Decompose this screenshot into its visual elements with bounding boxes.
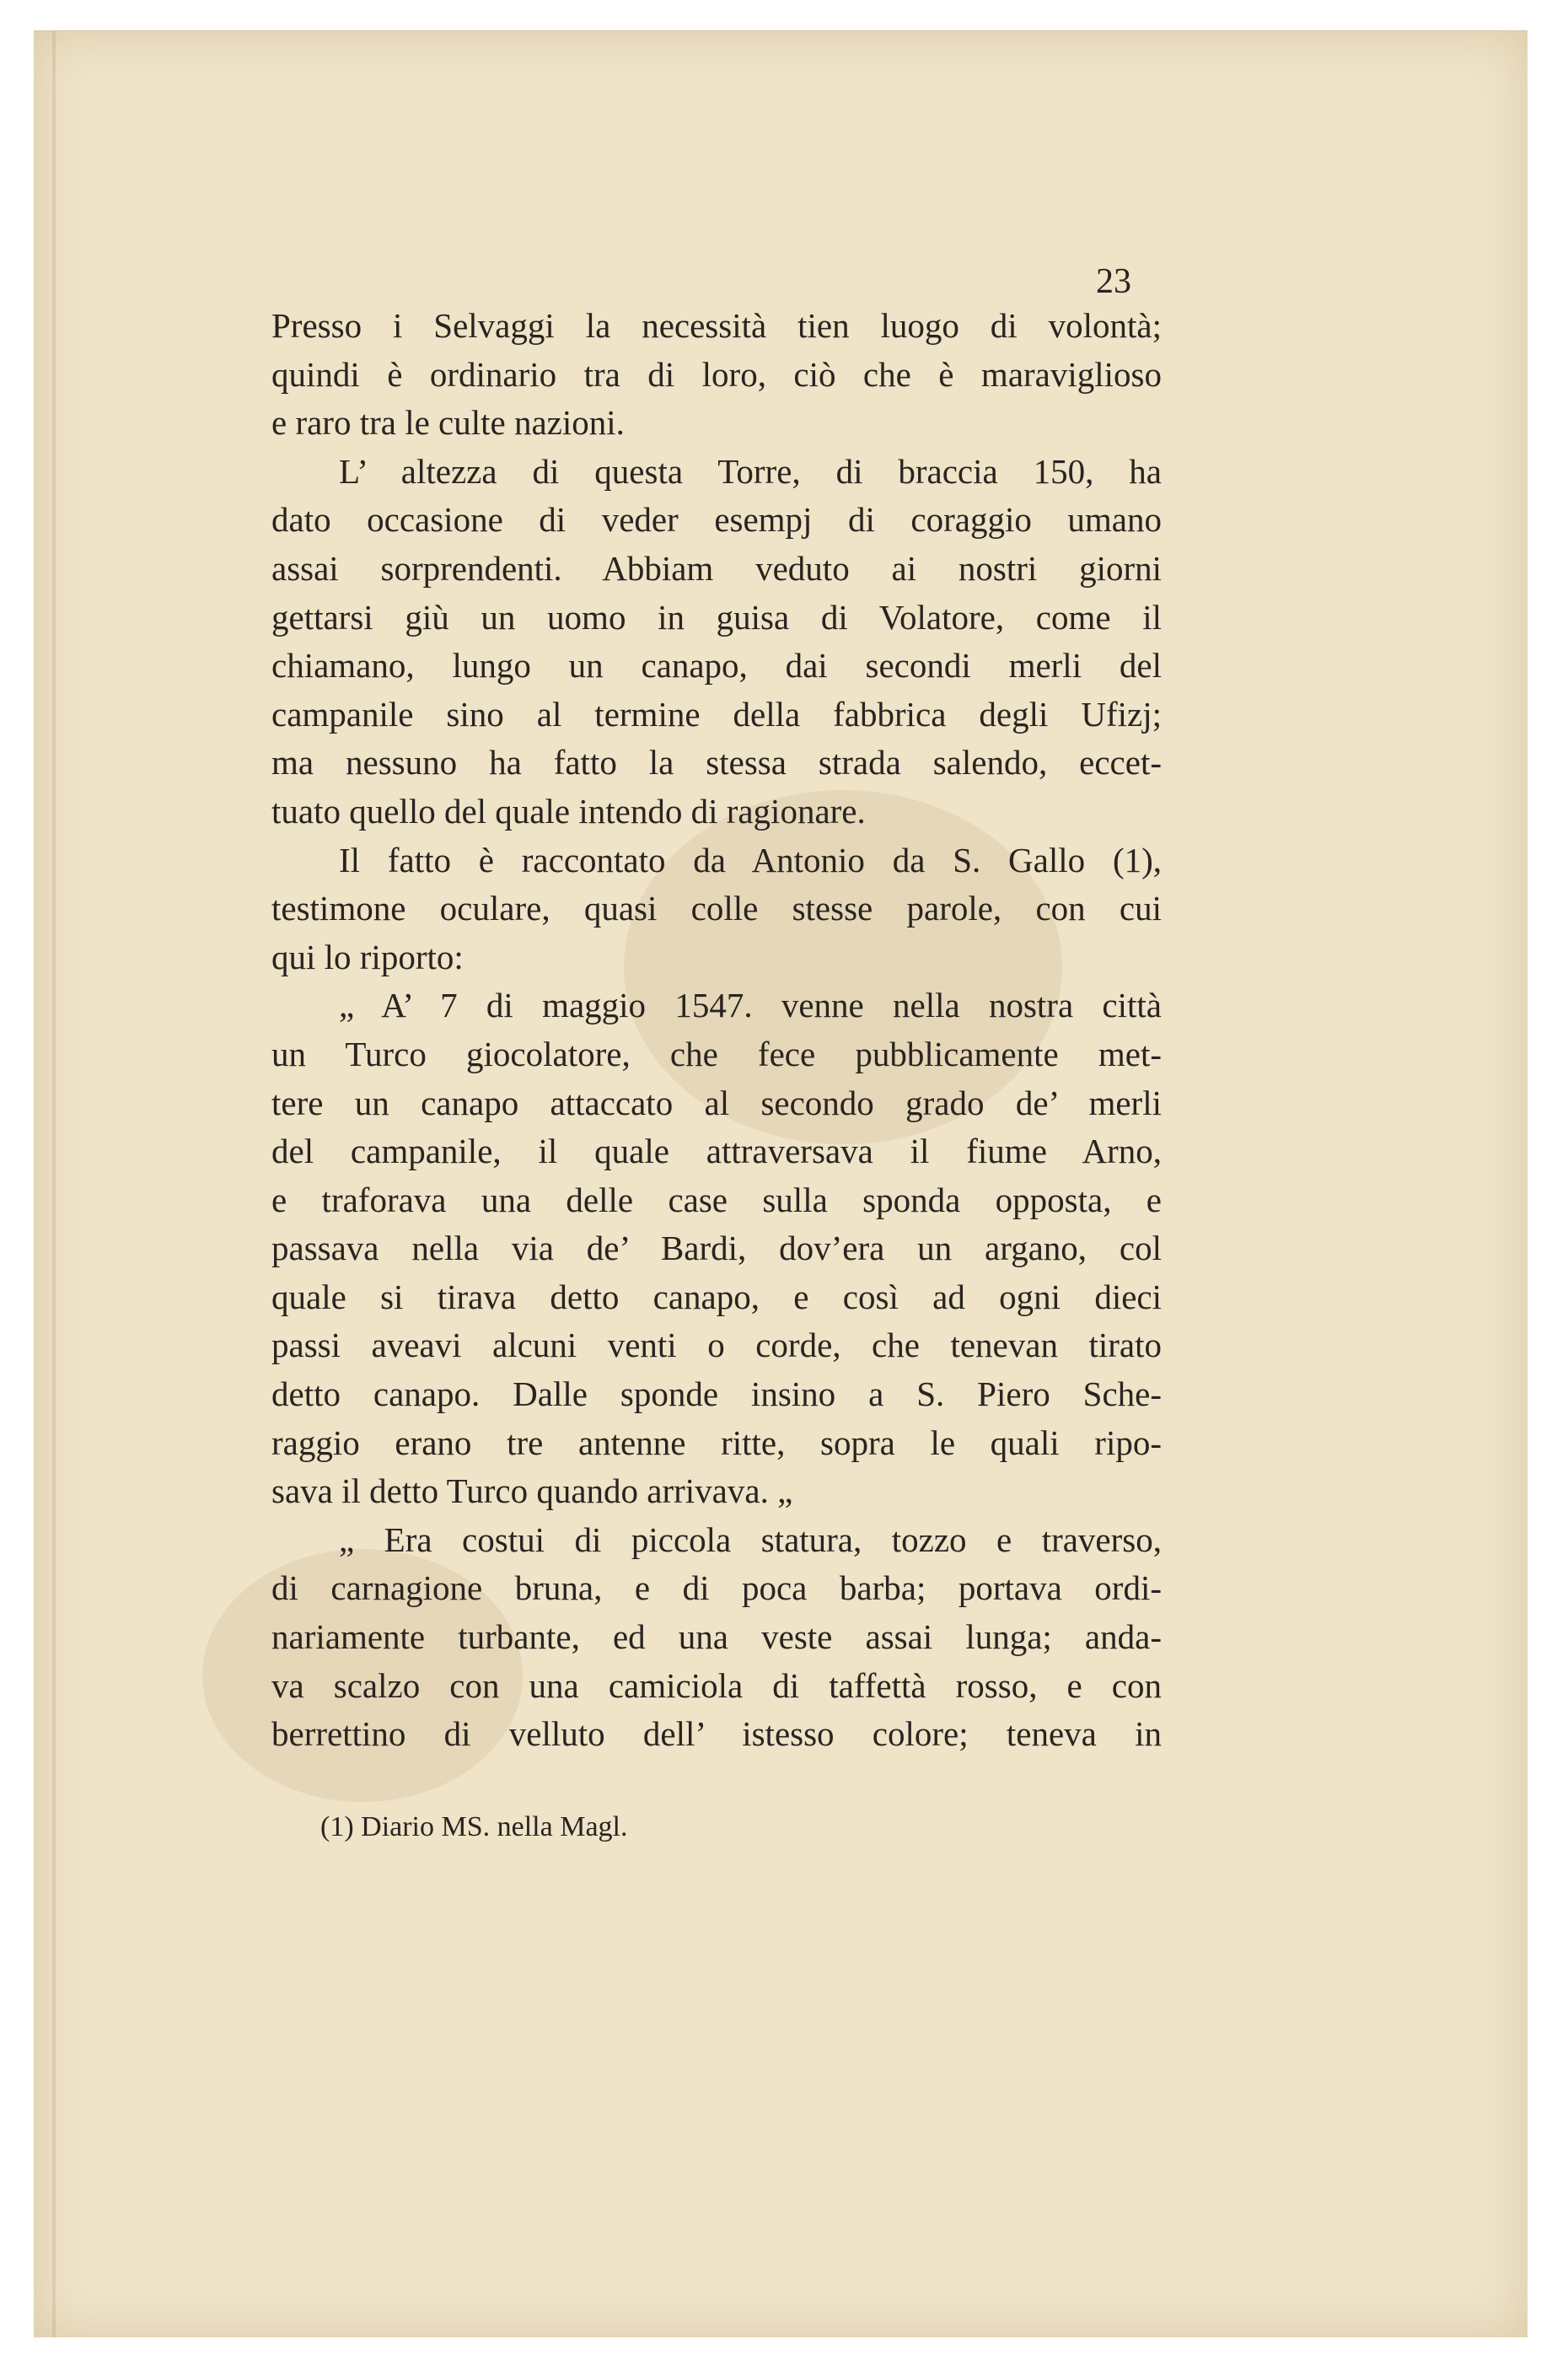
text-line: passi aveavi alcuni venti o corde, che tenevan tirato: [271, 1326, 1162, 1365]
text-line: Il fatto è raccontato da Antonio da S. Gallo (1),: [339, 840, 1162, 879]
text-line: L’ altezza di questa Torre, di braccia 150, ha: [339, 451, 1162, 491]
text-line: berrettino di velluto dell’ istesso colore; teneva in: [271, 1714, 1162, 1754]
text-line: chiamano, lungo un canapo, dai secondi merli del: [271, 646, 1162, 686]
text-line: gettarsi giù un uomo in guisa di Volatore, come il: [271, 597, 1162, 637]
text-line: campanile sino al termine della fabbrica degli Ufizj;: [271, 694, 1162, 734]
text-line: raggio erano tre antenne ritte, sopra le quali ripo-: [271, 1423, 1162, 1462]
text-line: va scalzo con una camiciola di taffettà rosso, e con: [271, 1665, 1162, 1705]
text-line: tuato quello del quale intendo di ragionare.: [271, 791, 866, 831]
page-number: 23: [1096, 262, 1131, 301]
text-line: tere un canapo attaccato al secondo grado de’ merli: [271, 1083, 1162, 1122]
text-line: e raro tra le culte nazioni.: [271, 403, 625, 443]
text-line: quindi è ordinario tra di loro, ciò che è maraviglioso: [271, 354, 1162, 394]
text-line: quale si tirava detto canapo, e così ad ogni dieci: [271, 1277, 1162, 1316]
footnote: (1) Diario MS. nella Magl.: [320, 1811, 628, 1842]
text-line: un Turco giocolatore, che fece pubblicamente met-: [271, 1034, 1162, 1073]
text-line: qui lo riporto:: [271, 937, 464, 976]
text-line: sava il detto Turco quando arrivava. „: [271, 1471, 793, 1511]
text-line: del campanile, il quale attraversava il fiume Arno,: [271, 1132, 1162, 1171]
text-line: di carnagione bruna, e di poca barba; portava ordi-: [271, 1568, 1162, 1608]
text-line: „ Era costui di piccola statura, tozzo e traverso,: [339, 1519, 1162, 1559]
text-line: dato occasione di veder esempj di coraggio umano: [271, 500, 1162, 540]
text-line: assai sorprendenti. Abbiam veduto ai nostri giorni: [271, 548, 1162, 588]
text-line: detto canapo. Dalle sponde insino a S. Piero Sche-: [271, 1374, 1162, 1414]
text-line: nariamente turbante, ed una veste assai lunga; anda-: [271, 1617, 1162, 1657]
body-text: [271, 302, 1162, 1759]
text-line: passava nella via de’ Bardi, dov’era un argano, col: [271, 1229, 1162, 1268]
text-line: ma nessuno ha fatto la stessa strada salendo, eccet-: [271, 743, 1162, 783]
text-line: e traforava una delle case sulla sponda opposta, e: [271, 1180, 1162, 1219]
text-line: „ A’ 7 di maggio 1547. venne nella nostra città: [339, 986, 1162, 1025]
text-line: Presso i Selvaggi la necessità tien luogo di volontà;: [271, 306, 1162, 345]
binding-edge: [52, 31, 56, 2337]
text-line: testimone oculare, quasi colle stesse parole, con cui: [271, 889, 1162, 928]
